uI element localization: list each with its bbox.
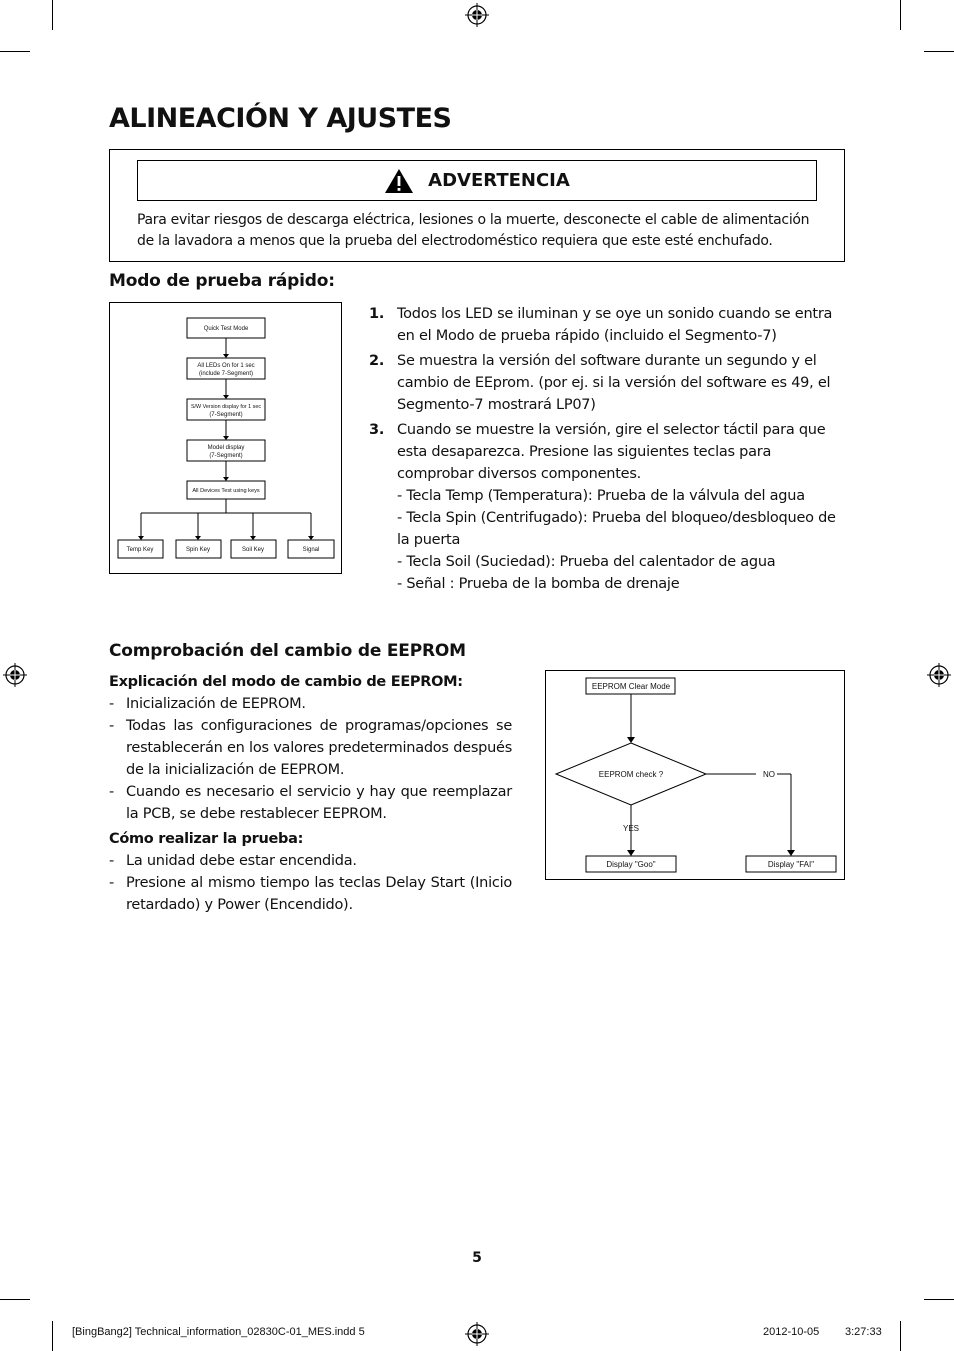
warning-header	[137, 160, 817, 201]
list-item-text: Cuando es necesario el servicio y hay que reemplazar la PCB, se debe restablecer EEPROM.	[126, 784, 512, 822]
list-item	[109, 850, 512, 872]
registration-mark-icon	[465, 3, 489, 27]
list-item-text: La unidad debe estar encendida.	[126, 853, 357, 869]
page-number: 5	[472, 1250, 482, 1266]
dash-bullet: -	[109, 853, 114, 869]
flow-label: Display "Goo"	[606, 860, 656, 869]
crop-mark	[0, 1299, 30, 1300]
quick-test-heading: Modo de prueba rápido:	[109, 271, 335, 291]
crop-mark	[52, 1321, 53, 1351]
flow-label: Temp Key	[126, 547, 154, 553]
flow-label: EEPROM check ?	[598, 770, 664, 779]
step-sub-item: - Tecla Spin (Centrifugado): Prueba del bloqueo/desbloqueo de la puerta	[397, 510, 836, 548]
crop-mark	[900, 0, 901, 30]
step-text: Cuando se muestre la versión, gire el selector táctil para que esta desaparezca. Presione las siguientes teclas para comprobar diversos componentes.	[397, 422, 826, 482]
registration-mark-icon	[3, 663, 27, 687]
eeprom-text-column	[109, 671, 512, 916]
flow-label: NO	[763, 770, 775, 779]
step-sub-item: - Tecla Soil (Suciedad): Prueba del calentador de agua	[397, 554, 776, 570]
flow-label: S/W Version display for 1 sec	[190, 404, 262, 410]
step-number: 1.	[369, 306, 385, 322]
crop-mark	[900, 1321, 901, 1351]
list-item	[109, 781, 512, 825]
step-number: 2.	[369, 353, 385, 369]
footer-file-info: [BingBang2] Technical_information_02830C-01_MES.indd 5	[72, 1326, 365, 1338]
crop-mark	[0, 51, 30, 52]
dash-bullet: -	[109, 718, 114, 734]
eeprom-flowchart	[545, 670, 845, 880]
flow-label: All Devices Test using keys	[192, 488, 260, 494]
step-body	[397, 419, 849, 595]
crop-mark	[52, 0, 53, 30]
quick-test-flowchart	[109, 302, 342, 574]
step-item	[369, 419, 849, 595]
list-item-text: Inicialización de EEPROM.	[126, 696, 306, 712]
warning-triangle-icon	[384, 168, 414, 194]
eeprom-heading: Comprobación del cambio de EEPROM	[109, 641, 466, 661]
flow-label: Spin Key	[185, 547, 211, 553]
list-item	[109, 693, 512, 715]
step-text: Todos los LED se iluminan y se oye un sonido cuando se entra en el Modo de prueba rápido (incluido el Segmento-7)	[397, 306, 833, 344]
footer-date: 2012-10-05	[763, 1326, 820, 1338]
dash-bullet: -	[109, 784, 114, 800]
flow-label: (include 7-Segment)	[198, 371, 254, 377]
list-item-text: Todas las configuraciones de programas/opciones se restablecerán en los valores predeterminados después de la inicialización de EEPROM.	[126, 718, 512, 778]
howto-title: Cómo realizar la prueba:	[109, 831, 304, 847]
flow-label: (7-Segment)	[209, 412, 243, 418]
list-item-text: Presione al mismo tiempo las teclas Delay Start (Inicio retardado) y Power (Encendido).	[126, 875, 512, 913]
flow-label: All LEDs On for 1 sec	[197, 363, 255, 369]
flow-label: EEPROM Clear Mode	[591, 682, 671, 691]
registration-mark-icon	[927, 663, 951, 687]
registration-mark-icon	[465, 1322, 489, 1346]
quick-test-steps	[369, 303, 849, 598]
flow-label: Quick Test Mode	[203, 326, 249, 332]
crop-mark	[924, 1299, 954, 1300]
list-item	[109, 715, 512, 781]
footer-time: 3:27:33	[845, 1326, 882, 1338]
step-sub-item: - Señal : Prueba de la bomba de drenaje	[397, 576, 680, 592]
flow-label: Model display	[207, 445, 245, 451]
page-title: ALINEACIÓN Y AJUSTES	[109, 103, 452, 134]
flow-label: (7-Segment)	[209, 453, 243, 459]
warning-text: Para evitar riesgos de descarga eléctrica, lesiones o la muerte, desconecte el cable de alimentación de la lavadora a menos que la prueba del electrodoméstico requiera que este esté enchufado.	[137, 212, 810, 249]
crop-mark	[924, 51, 954, 52]
step-number: 3.	[369, 422, 385, 438]
list-item	[109, 872, 512, 916]
step-text: Se muestra la versión del software durante un segundo y el cambio de EEprom. (por ej. si la versión del software es 49, el Segmento-7 mostrará LP07)	[397, 353, 831, 413]
flow-label: Display "FAI"	[767, 860, 815, 869]
warning-label: ADVERTENCIA	[428, 170, 570, 191]
dash-bullet: -	[109, 875, 114, 891]
flow-label: Soil Key	[241, 547, 265, 553]
step-item	[369, 303, 849, 347]
flow-label: YES	[622, 824, 640, 833]
dash-bullet: -	[109, 696, 114, 712]
explain-title: Explicación del modo de cambio de EEPROM:	[109, 674, 463, 690]
step-item	[369, 350, 849, 416]
flow-label: Signal	[302, 547, 320, 553]
step-sub-item: - Tecla Temp (Temperatura): Prueba de la válvula del agua	[397, 488, 805, 504]
